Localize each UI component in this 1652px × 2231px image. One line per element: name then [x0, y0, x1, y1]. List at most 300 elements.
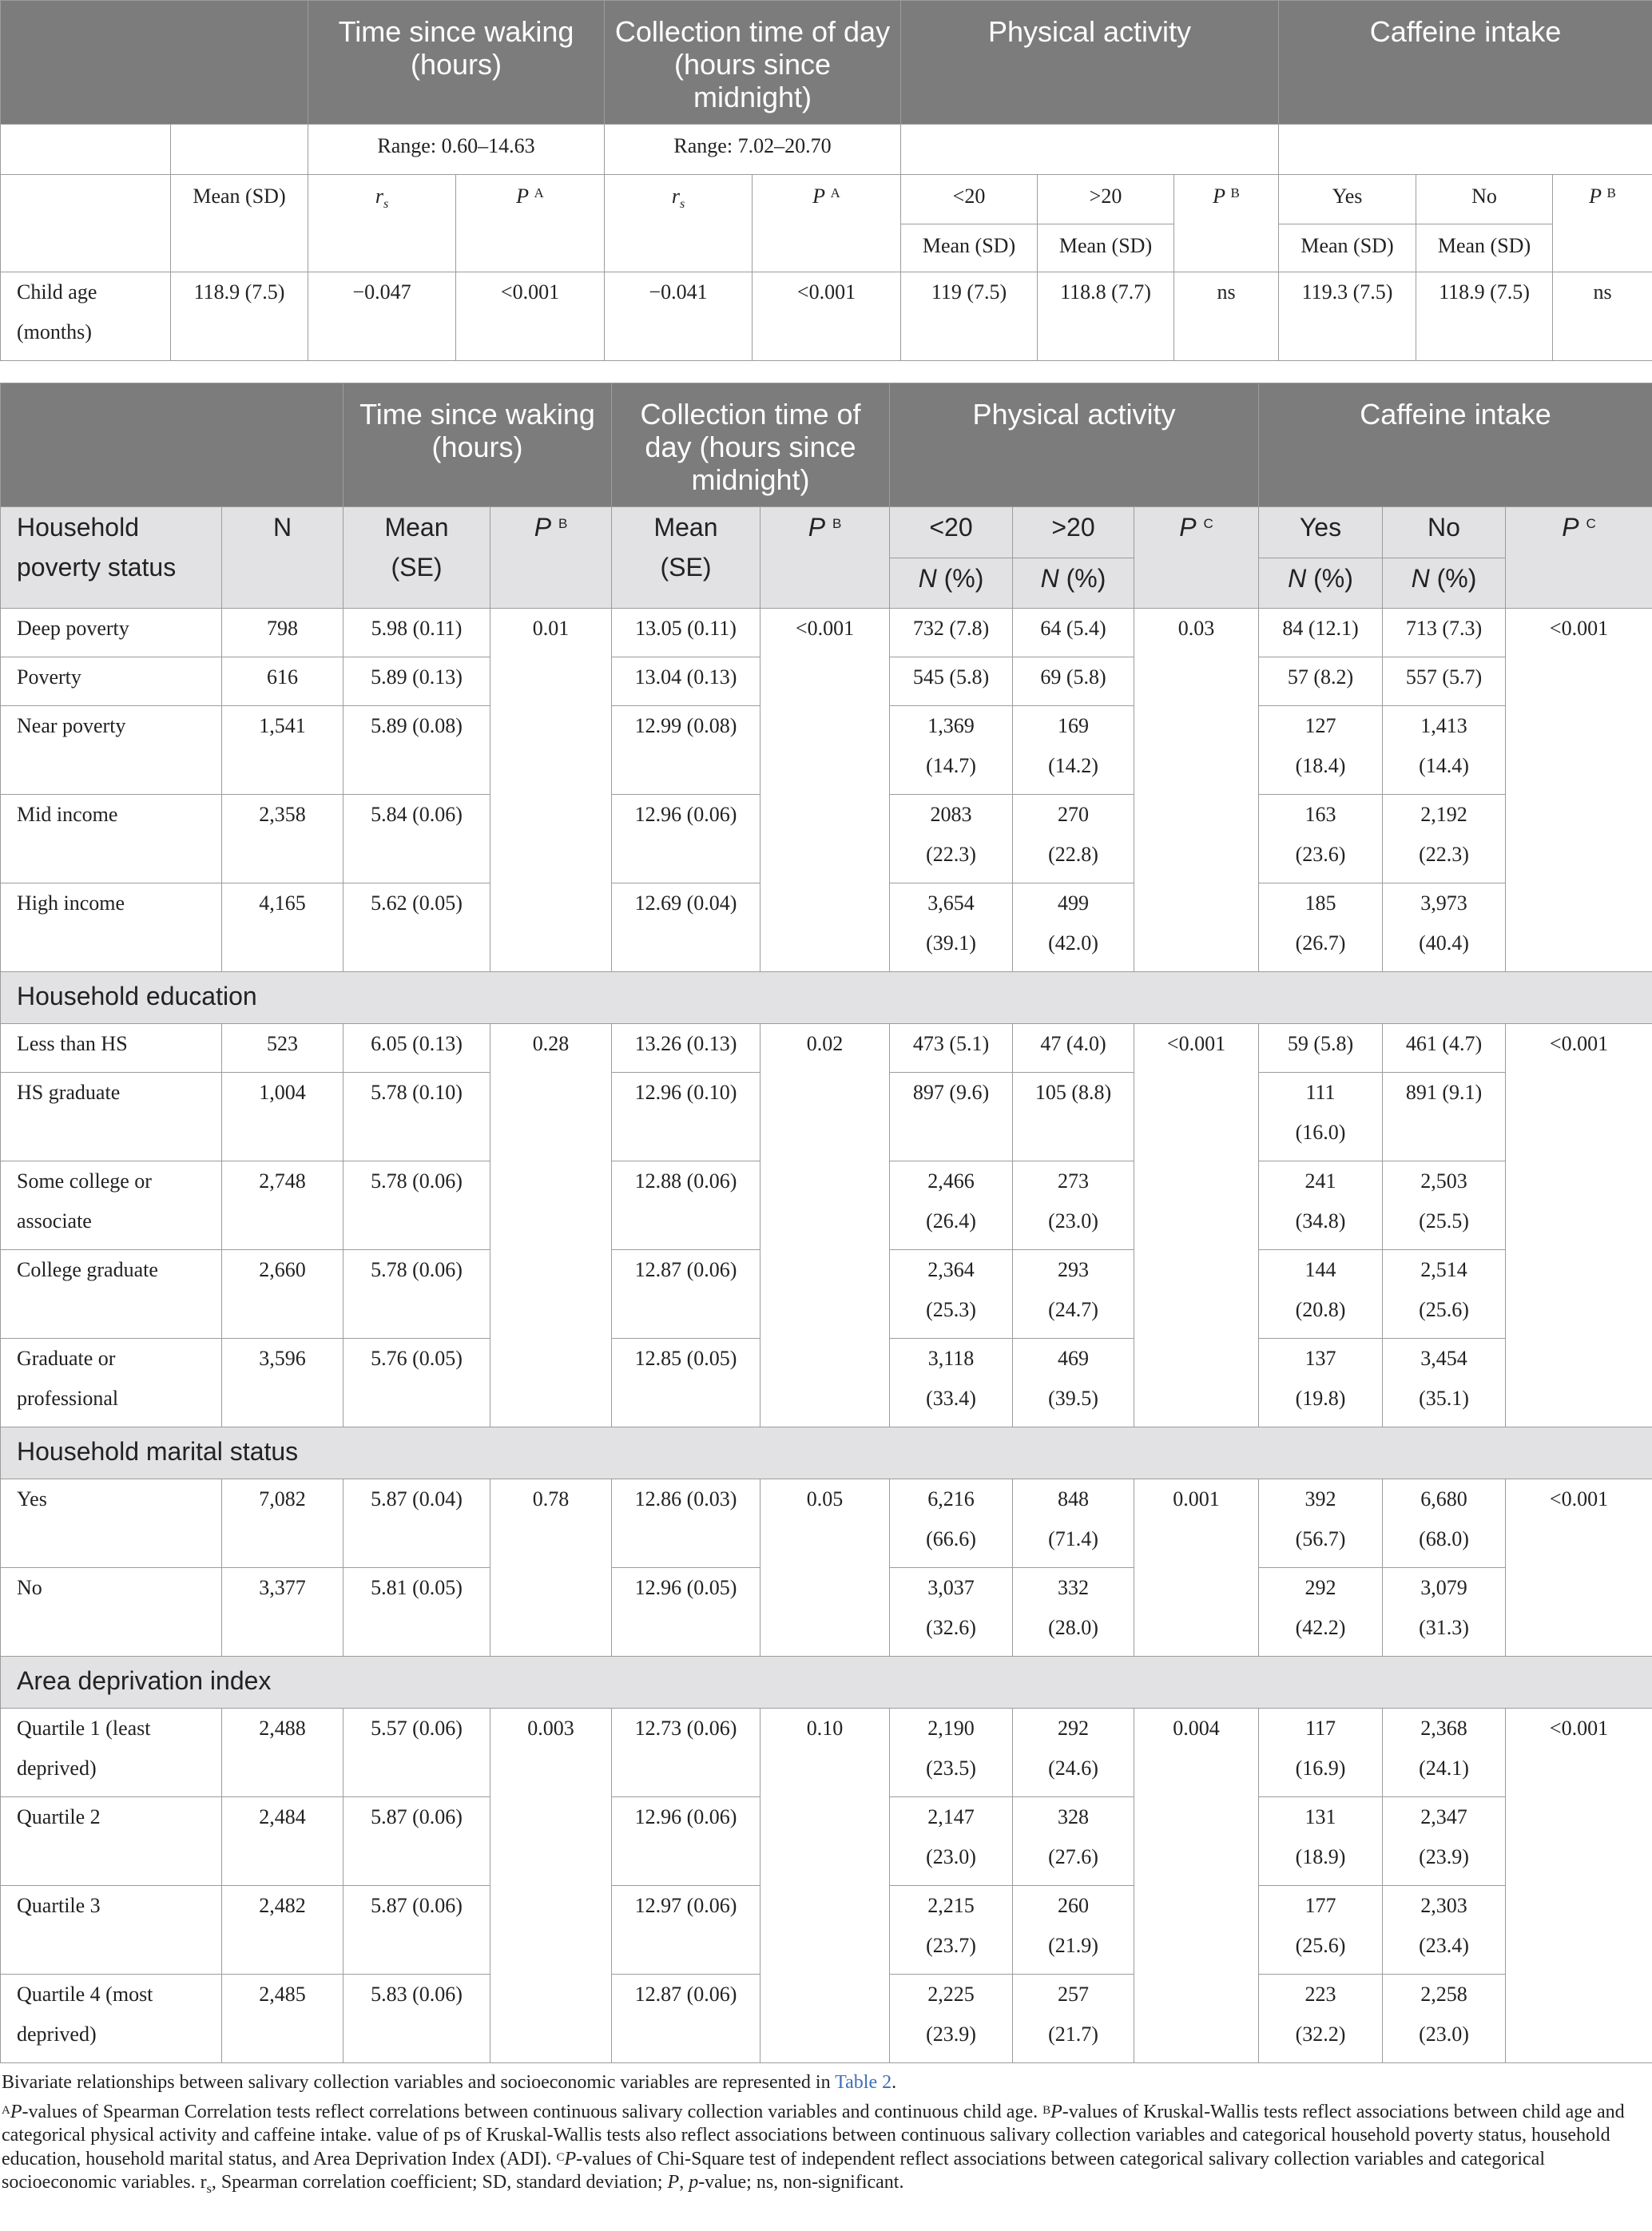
row-label — [1, 609, 222, 657]
cell-line: 2,215 — [927, 1894, 975, 1917]
p-symbol: P — [534, 513, 552, 542]
cell-activity-lt20 — [890, 1073, 1013, 1161]
cell-line: 713 (7.3) — [1405, 617, 1483, 640]
cell-line: 499 — [1058, 891, 1089, 915]
table1-range-blank — [1279, 125, 1652, 175]
cell-line: (19.8) — [1295, 1387, 1346, 1410]
cell-line: 891 (9.1) — [1405, 1081, 1483, 1104]
cell-n: 3,377 — [222, 1568, 344, 1657]
cell-waking-mean-se: 5.81 (0.05) — [344, 1568, 490, 1657]
cell-caffeine-no — [1383, 1975, 1506, 2063]
cell-line: (14.7) — [926, 754, 976, 777]
row-label — [1, 657, 222, 706]
p-symbol: P — [1213, 185, 1226, 208]
cell-line: (35.1) — [1419, 1387, 1469, 1410]
table1-range-blank — [171, 125, 308, 175]
cell-collection-mean-se: 12.96 (0.06) — [612, 1797, 760, 1886]
cell-line: Some college or — [17, 1169, 152, 1193]
footnote-text: -values of Kruskal-Wallis tests reflect associations between child age and categorical physical activity and caffeine intake. value of ps of Kruskal-Wallis tests also reflect associations between continuous salivary collection variables and categorical household poverty status, household education, household marital status, and Area Deprivation Index (ADI). — [2, 2101, 1625, 2169]
subheader-mean-se-waking — [344, 507, 490, 609]
cell-activity-gt20 — [1013, 1886, 1134, 1975]
p-symbol: P — [10, 2101, 22, 2122]
footnote-marker-b: B — [1606, 185, 1616, 200]
footnote-marker-c: C — [556, 2150, 565, 2164]
cell-line: 169 — [1058, 714, 1089, 737]
cell-caffeine-no — [1383, 1161, 1506, 1250]
p-symbol: P — [516, 185, 530, 208]
cell-collection-mean-se: 12.99 (0.08) — [612, 706, 760, 795]
table-row — [1, 609, 1652, 657]
rs-symbol: r — [671, 185, 680, 208]
cell-waking-mean-se: 5.87 (0.06) — [344, 1886, 490, 1975]
subheader-se: (SE) — [391, 553, 443, 582]
row-label — [1, 1709, 222, 1797]
cell-line: 545 (5.8) — [912, 665, 990, 689]
cell-activity-lt20 — [890, 609, 1013, 657]
cell-line: Quartile 1 (least — [17, 1717, 151, 1740]
cell-waking-mean-se: 5.62 (0.05) — [344, 883, 490, 972]
cell-line: 2,347 — [1420, 1805, 1467, 1828]
cell-line: High income — [17, 891, 125, 915]
n-symbol: N — [1288, 564, 1307, 593]
cell-collection-mean-se: 12.97 (0.06) — [612, 1886, 760, 1975]
cell-activity-p: 0.001 — [1134, 1479, 1259, 1657]
table1-header-time-since-waking: Time since waking (hours) — [308, 1, 605, 125]
cell-line: 111 — [1305, 1081, 1336, 1104]
subheader-p-waking — [490, 507, 612, 609]
cell-line: Quartile 3 — [17, 1894, 101, 1917]
cell-line: (25.6) — [1295, 1934, 1346, 1957]
cell-collection-p: 0.05 — [760, 1479, 890, 1657]
cell-caffeine-yes — [1259, 883, 1383, 972]
cell-line: 473 (5.1) — [912, 1032, 990, 1055]
cell-line: (25.6) — [1419, 1298, 1469, 1321]
cell-line: 185 — [1305, 891, 1336, 915]
cell-n: 1,004 — [222, 1073, 344, 1161]
footnote-marker-b: B — [832, 516, 842, 531]
cell-line: (26.4) — [926, 1209, 976, 1233]
cell-caffeine-no — [1383, 1339, 1506, 1427]
n-symbol: N — [918, 564, 937, 593]
footnote-text: . — [892, 2072, 897, 2093]
section-title-poverty — [1, 507, 222, 609]
footnote-text: , — [679, 2172, 689, 2193]
pct-symbol: (%) — [1429, 564, 1477, 593]
cell-waking-mean-se: 5.98 (0.11) — [344, 609, 490, 657]
cell-line: (32.2) — [1295, 2023, 1346, 2046]
cell-caffeine-yes — [1259, 1339, 1383, 1427]
cell-line: 144 — [1305, 1258, 1336, 1281]
cell-line: (23.0) — [1048, 1209, 1098, 1233]
cell-waking-mean-se: 5.84 (0.06) — [344, 795, 490, 883]
cell-collection-mean-se: 12.87 (0.06) — [612, 1975, 760, 2063]
cell-waking-mean-se: 5.87 (0.06) — [344, 1797, 490, 1886]
cell-waking-mean-se: 5.89 (0.08) — [344, 706, 490, 795]
table1-header-collection-time: Collection time of day (hours since midnight) — [605, 1, 901, 125]
cell-collection-mean-se: 12.96 (0.06) — [612, 795, 760, 883]
cell-line: (22.8) — [1048, 843, 1098, 866]
table1-range-collection: Range: 7.02–20.70 — [605, 125, 901, 175]
section-title: Household marital status — [1, 1427, 1652, 1479]
subheader-mean-se-collection — [612, 507, 760, 609]
cell-waking-p: 0.78 — [490, 1479, 612, 1657]
cell-caffeine-yes — [1259, 706, 1383, 795]
table1-range-waking: Range: 0.60–14.63 — [308, 125, 605, 175]
cell-line: Quartile 4 (most — [17, 1983, 153, 2006]
cell-line: (21.9) — [1048, 1934, 1098, 1957]
section-title-line: poverty status — [17, 553, 177, 582]
cell-line: 6,216 — [927, 1487, 975, 1510]
cell-line: 848 — [1058, 1487, 1089, 1510]
cell-line: Quartile 2 — [17, 1805, 101, 1828]
cell-activity-gt20 — [1013, 1568, 1134, 1657]
cell-line: 2,503 — [1420, 1169, 1467, 1193]
child-age-table — [0, 0, 1652, 361]
cell-line: 131 — [1305, 1805, 1336, 1828]
n-symbol: N — [1411, 564, 1430, 593]
cell-line: (21.7) — [1048, 2023, 1098, 2046]
cell-line: 3,118 — [927, 1347, 975, 1370]
cell-line: Poverty — [17, 665, 81, 689]
pct-symbol: (%) — [1306, 564, 1353, 593]
p-symbol: P — [808, 513, 826, 542]
cell-caffeine-yes — [1259, 1797, 1383, 1886]
cell-caffeine-yes — [1259, 1568, 1383, 1657]
cell-line: 1,369 — [927, 714, 975, 737]
cell-activity-p: ns — [1174, 272, 1279, 361]
cell-line: 273 — [1058, 1169, 1089, 1193]
cell-activity-gt20 — [1013, 1479, 1134, 1568]
subheader-no: No — [1383, 507, 1506, 558]
cell-line: Yes — [17, 1487, 47, 1510]
cell-line: 270 — [1058, 803, 1089, 826]
cell-line: 2,514 — [1420, 1258, 1467, 1281]
subheader-p-activity — [1134, 507, 1259, 609]
cell-caffeine-no — [1383, 1568, 1506, 1657]
table-row — [1, 1479, 1652, 1568]
cell-n: 2,484 — [222, 1797, 344, 1886]
cell-caffeine-no — [1383, 609, 1506, 657]
cell-n: 1,541 — [222, 706, 344, 795]
cell-line: 2,147 — [927, 1805, 975, 1828]
cell-line: (22.3) — [926, 843, 976, 866]
cell-caffeine-yes — [1259, 1024, 1383, 1073]
cell-activity-gt20 — [1013, 609, 1134, 657]
table1-subheader-p-waking — [456, 175, 605, 272]
cell-line: 163 — [1305, 803, 1336, 826]
table2-body — [1, 609, 1652, 2063]
cell-waking-mean-se: 5.89 (0.13) — [344, 657, 490, 706]
cell-line: (14.2) — [1048, 754, 1098, 777]
cell-line: 332 — [1058, 1576, 1089, 1599]
table2-header-physical-activity: Physical activity — [890, 383, 1259, 507]
cell-line: 2,192 — [1420, 803, 1467, 826]
table-row — [1, 1024, 1652, 1073]
cell-line: 3,454 — [1420, 1347, 1467, 1370]
cell-line: (24.7) — [1048, 1298, 1098, 1321]
table-2-link[interactable]: Table 2 — [835, 2072, 892, 2093]
cell-waking-mean-se: 5.76 (0.05) — [344, 1339, 490, 1427]
cell-line: 241 — [1305, 1169, 1336, 1193]
table1-subheader-rs-collection — [605, 175, 753, 272]
table2-header-row — [1, 383, 1652, 507]
cell-line: (42.2) — [1295, 1616, 1346, 1639]
subheader-p-collection — [760, 507, 890, 609]
cell-line: (23.0) — [926, 1845, 976, 1868]
cell-line: (23.0) — [1419, 2023, 1469, 2046]
cell-line: 3,079 — [1420, 1576, 1467, 1599]
cell-activity-gt20: 118.8 (7.7) — [1038, 272, 1174, 361]
footnote-marker-b: B — [558, 516, 568, 531]
cell-line: 2,258 — [1420, 1983, 1467, 2006]
cell-line: 897 (9.6) — [912, 1081, 990, 1104]
cell-collection-mean-se: 13.05 (0.11) — [612, 609, 760, 657]
cell-collection-mean-se: 12.86 (0.03) — [612, 1479, 760, 1568]
cell-caffeine-p: ns — [1553, 272, 1652, 361]
cell-caffeine-no — [1383, 883, 1506, 972]
section-title: Household education — [1, 972, 1652, 1024]
row-label-line: Child age — [17, 280, 97, 304]
cell-line: (39.1) — [926, 931, 976, 955]
cell-n: 3,596 — [222, 1339, 344, 1427]
cell-waking-mean-se: 5.78 (0.06) — [344, 1250, 490, 1339]
cell-line: 257 — [1058, 1983, 1089, 2006]
cell-caffeine-yes — [1259, 795, 1383, 883]
cell-line: (23.6) — [1295, 843, 1346, 866]
cell-waking-p: 0.01 — [490, 609, 612, 972]
subheader-n-pct — [1013, 558, 1134, 609]
cell-activity-gt20 — [1013, 706, 1134, 795]
cell-n: 798 — [222, 609, 344, 657]
cell-activity-p: 0.03 — [1134, 609, 1259, 972]
cell-caffeine-yes — [1259, 1975, 1383, 2063]
cell-waking-mean-se: 6.05 (0.13) — [344, 1024, 490, 1073]
footnote-marker-b: B — [1042, 2103, 1051, 2117]
cell-line: 127 — [1305, 714, 1336, 737]
cell-collection-p: 0.10 — [760, 1709, 890, 2063]
cell-collection-mean-se: 12.88 (0.06) — [612, 1161, 760, 1250]
cell-line: No — [17, 1576, 42, 1599]
cell-activity-lt20 — [890, 657, 1013, 706]
cell-line: 469 — [1058, 1347, 1089, 1370]
cell-waking-mean-se: 5.57 (0.06) — [344, 1709, 490, 1797]
cell-line: deprived) — [17, 2023, 97, 2046]
table1-subheader-mean-sd: Mean (SD) — [1038, 224, 1174, 272]
cell-line: 2083 — [930, 803, 972, 826]
row-label — [1, 1797, 222, 1886]
cell-waking-mean-se: 5.87 (0.04) — [344, 1479, 490, 1568]
table1-subheader-p-collection — [753, 175, 901, 272]
cell-activity-p: 0.004 — [1134, 1709, 1259, 2063]
cell-caffeine-yes — [1259, 1250, 1383, 1339]
table2-header-blank — [1, 383, 344, 507]
cell-line: (23.9) — [1419, 1845, 1469, 1868]
table-footnotes — [0, 2071, 1638, 2206]
subheader-n-pct — [1383, 558, 1506, 609]
cell-line: 292 — [1305, 1576, 1336, 1599]
footnote-text: Bivariate relationships between salivary collection variables and socioeconomic variables are represented in — [2, 2072, 836, 2093]
table1-header-physical-activity: Physical activity — [901, 1, 1279, 125]
p-symbol: P — [1589, 185, 1602, 208]
footnote-text: -value; ns, non-significant. — [698, 2172, 904, 2193]
row-label — [1, 706, 222, 795]
cell-line: associate — [17, 1209, 92, 1233]
subheader-n-pct — [890, 558, 1013, 609]
cell-line: (16.0) — [1295, 1121, 1346, 1144]
cell-n: 2,482 — [222, 1886, 344, 1975]
cell-n: 2,660 — [222, 1250, 344, 1339]
cell-activity-gt20 — [1013, 1975, 1134, 2063]
cell-line: (22.3) — [1419, 843, 1469, 866]
cell-n: 7,082 — [222, 1479, 344, 1568]
pct-symbol: (%) — [1058, 564, 1106, 593]
cell-line: 2,225 — [927, 1983, 975, 2006]
cell-line: 57 (8.2) — [1287, 665, 1354, 689]
row-label — [1, 1479, 222, 1568]
section-title: Area deprivation index — [1, 1657, 1652, 1709]
cell-line: (32.6) — [926, 1616, 976, 1639]
footnote-text: -values of Chi-Square test of independent reflect associations between categorical salivary collection variables and categorical socioeconomic variables. r — [2, 2148, 1545, 2193]
p-symbol: P — [667, 2172, 680, 2193]
cell-n: 616 — [222, 657, 344, 706]
cell-activity-lt20 — [890, 883, 1013, 972]
cell-line: 177 — [1305, 1894, 1336, 1917]
cell-line: 6,680 — [1420, 1487, 1467, 1510]
cell-activity-lt20 — [890, 1250, 1013, 1339]
cell-line: 105 (8.8) — [1034, 1081, 1112, 1104]
cell-line: (16.9) — [1295, 1757, 1346, 1780]
row-label — [1, 1024, 222, 1073]
cell-line: 64 (5.4) — [1040, 617, 1106, 640]
rs-subscript: s — [383, 197, 389, 212]
table1-subheader-row — [1, 175, 1652, 224]
cell-activity-lt20: 119 (7.5) — [901, 272, 1038, 361]
cell-activity-gt20 — [1013, 795, 1134, 883]
row-label — [1, 1568, 222, 1657]
rs-symbol: r — [375, 185, 383, 208]
row-label — [1, 1339, 222, 1427]
table1-subheader-mean-sd: Mean (SD) — [901, 224, 1038, 272]
cell-collection-mean-se: 12.96 (0.10) — [612, 1073, 760, 1161]
cell-caffeine-yes — [1259, 1886, 1383, 1975]
n-symbol: N — [1040, 564, 1059, 593]
cell-line: (25.5) — [1419, 1209, 1469, 1233]
table1-subheader-no: No — [1416, 175, 1553, 224]
cell-caffeine-p: <0.001 — [1506, 609, 1652, 972]
footnote-marker-a: A — [830, 185, 840, 200]
table-row — [1, 272, 1652, 361]
cell-line: (66.6) — [926, 1527, 976, 1550]
rs-subscript: s — [206, 2181, 212, 2196]
cell-activity-gt20 — [1013, 883, 1134, 972]
table2-header-caffeine-intake: Caffeine intake — [1259, 383, 1652, 507]
cell-line: 3,973 — [1420, 891, 1467, 915]
row-label — [1, 1975, 222, 2063]
cell-line: HS graduate — [17, 1081, 121, 1104]
cell-activity-lt20 — [890, 1709, 1013, 1797]
cell-line: (14.4) — [1419, 754, 1469, 777]
subheader-n-pct — [1259, 558, 1383, 609]
cell-waking-p: 0.003 — [490, 1709, 612, 2063]
cell-activity-gt20 — [1013, 1709, 1134, 1797]
table1-subheader-gt20: >20 — [1038, 175, 1174, 224]
rs-subscript: s — [679, 197, 685, 212]
cell-line: 3,037 — [927, 1576, 975, 1599]
cell-line: (23.9) — [926, 2023, 976, 2046]
cell-collection-p: <0.001 — [760, 609, 890, 972]
table1-header-caffeine-intake: Caffeine intake — [1279, 1, 1652, 125]
cell-line: (40.4) — [1419, 931, 1469, 955]
cell-caffeine-p: <0.001 — [1506, 1479, 1652, 1657]
cell-caffeine-no — [1383, 1250, 1506, 1339]
subheader-yes: Yes — [1259, 507, 1383, 558]
subheader-lt20: <20 — [890, 507, 1013, 558]
cell-caffeine-no — [1383, 706, 1506, 795]
subheader-mean: Mean — [384, 513, 449, 542]
subheader-n: N — [222, 507, 344, 609]
cell-line: 461 (4.7) — [1405, 1032, 1483, 1055]
section-header-row — [1, 1657, 1652, 1709]
cell-collection-mean-se: 13.26 (0.13) — [612, 1024, 760, 1073]
footnote-marker-a: A — [2, 2103, 10, 2117]
cell-collection-mean-se: 12.73 (0.06) — [612, 1709, 760, 1797]
cell-collection-mean-se: 12.87 (0.06) — [612, 1250, 760, 1339]
cell-line: (68.0) — [1419, 1527, 1469, 1550]
cell-caffeine-yes — [1259, 1161, 1383, 1250]
cell-activity-gt20 — [1013, 1339, 1134, 1427]
section-header-row — [1, 972, 1652, 1024]
cell-mean-sd: 118.9 (7.5) — [171, 272, 308, 361]
cell-line: (31.3) — [1419, 1616, 1469, 1639]
table1-subheader-p-caffeine — [1553, 175, 1652, 272]
table1-subheader-blank — [1, 175, 171, 272]
cell-line: (23.4) — [1419, 1934, 1469, 1957]
cell-line: (23.5) — [926, 1757, 976, 1780]
footnote-marker-a: A — [534, 185, 544, 200]
cell-caffeine-no — [1383, 795, 1506, 883]
footnote-text: -values of Spearman Correlation tests reflect correlations between continuous salivary collection variables and continuous child age. — [22, 2101, 1043, 2122]
subheader-se: (SE) — [660, 553, 712, 582]
cell-line: 223 — [1305, 1983, 1336, 2006]
cell-line: professional — [17, 1387, 119, 1410]
cell-activity-lt20 — [890, 1568, 1013, 1657]
footnote-text: , Spearman correlation coefficient; SD, standard deviation; — [211, 2172, 668, 2193]
cell-line: 328 — [1058, 1805, 1089, 1828]
cell-line: 47 (4.0) — [1040, 1032, 1106, 1055]
cell-caffeine-no: 118.9 (7.5) — [1416, 272, 1553, 361]
cell-caffeine-no — [1383, 1797, 1506, 1886]
cell-caffeine-no — [1383, 657, 1506, 706]
row-label — [1, 1250, 222, 1339]
table2-subheader-row — [1, 507, 1652, 558]
cell-collection-mean-se: 12.96 (0.05) — [612, 1568, 760, 1657]
row-label — [1, 1073, 222, 1161]
cell-caffeine-yes — [1259, 1709, 1383, 1797]
footnote-intro — [2, 2071, 1638, 2095]
cell-line: 2,368 — [1420, 1717, 1467, 1740]
footnote-marker-c: C — [1586, 516, 1596, 531]
cell-collection-mean-se: 12.85 (0.05) — [612, 1339, 760, 1427]
cell-caffeine-p: <0.001 — [1506, 1709, 1652, 2063]
cell-n: 2,748 — [222, 1161, 344, 1250]
cell-line: 2,303 — [1420, 1894, 1467, 1917]
cell-activity-lt20 — [890, 1339, 1013, 1427]
cell-n: 523 — [222, 1024, 344, 1073]
cell-activity-lt20 — [890, 1024, 1013, 1073]
subheader-p-caffeine — [1506, 507, 1652, 609]
table1-subheader-rs-waking — [308, 175, 456, 272]
cell-caffeine-p: <0.001 — [1506, 1024, 1652, 1427]
